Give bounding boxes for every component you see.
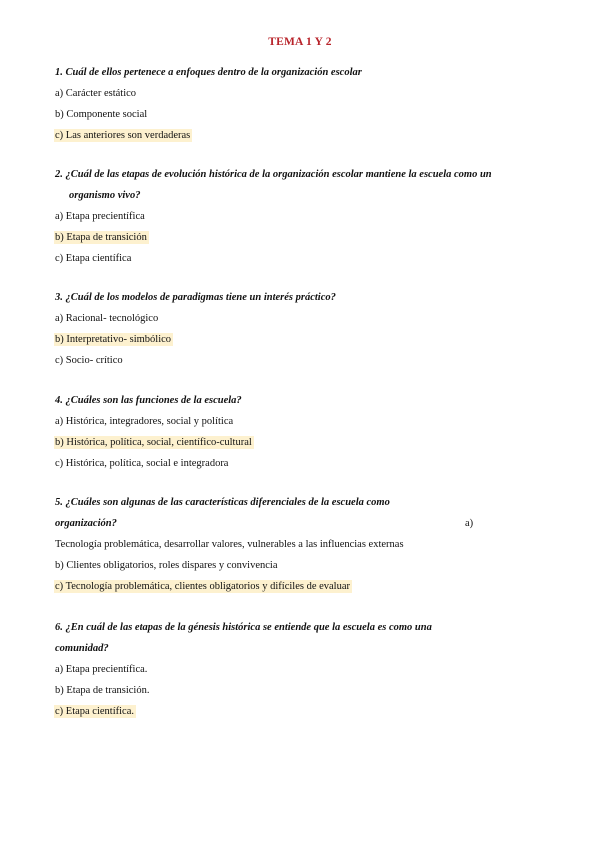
option-c: c) Etapa científica	[55, 253, 132, 264]
option-c: c) Histórica, política, social e integradora	[55, 458, 229, 469]
option-b: b) Clientes obligatorios, roles dispares y convivencia	[55, 560, 278, 571]
option-a: a) Etapa precientífica	[55, 211, 145, 222]
option-a-marker: a)	[465, 518, 474, 529]
option-a: a) Etapa precientífica.	[55, 664, 148, 675]
question-1	[55, 62, 362, 146]
option-a: a) Racional- tecnológico	[55, 313, 159, 324]
option-a: a) Histórica, integradores, social y política	[55, 416, 234, 427]
question-text: 4. ¿Cuáles son las funciones de la escuela?	[55, 395, 242, 406]
option-a: Tecnología problemática, desarrollar valores, vulnerables a las influencias externas	[55, 539, 404, 550]
question-5	[55, 492, 545, 597]
question-text: 3. ¿Cuál de los modelos de paradigmas tiene un interés práctico?	[55, 292, 336, 303]
page-title: TEMA 1 Y 2	[268, 36, 332, 48]
question-text: 2. ¿Cuál de las etapas de evolución histórica de la organización escolar mantiene la escuela como un organismo vivo?	[55, 169, 492, 201]
option-c-correct: c) Las anteriores son verdaderas	[55, 130, 191, 141]
question-text: 6. ¿En cuál de las etapas de la génesis histórica se entiende que la escuela es como una comunidad?	[55, 622, 432, 654]
option-b: b) Etapa de transición.	[55, 685, 150, 696]
question-4	[55, 390, 254, 474]
question-text: 5. ¿Cuáles son algunas de las características diferenciales de la escuela como organización? a)	[55, 492, 545, 534]
option-a: a) Carácter estático	[55, 88, 137, 99]
option-c: c) Socio- crítico	[55, 355, 123, 366]
option-c-correct: c) Tecnología problemática, clientes obligatorios y difíciles de evaluar	[55, 581, 351, 592]
option-c-correct: c) Etapa científica.	[55, 706, 134, 717]
question-3	[55, 287, 336, 371]
question-text: 1. Cuál de ellos pertenece a enfoques dentro de la organización escolar	[55, 67, 362, 78]
option-b-correct: b) Histórica, política, social, científico-cultural	[55, 437, 252, 448]
question-2	[55, 164, 492, 269]
option-b-correct: b) Interpretativo- simbólico	[55, 334, 172, 345]
option-b-correct: b) Etapa de transición	[55, 232, 147, 243]
question-6	[55, 617, 432, 722]
option-b: b) Componente social	[55, 109, 148, 120]
